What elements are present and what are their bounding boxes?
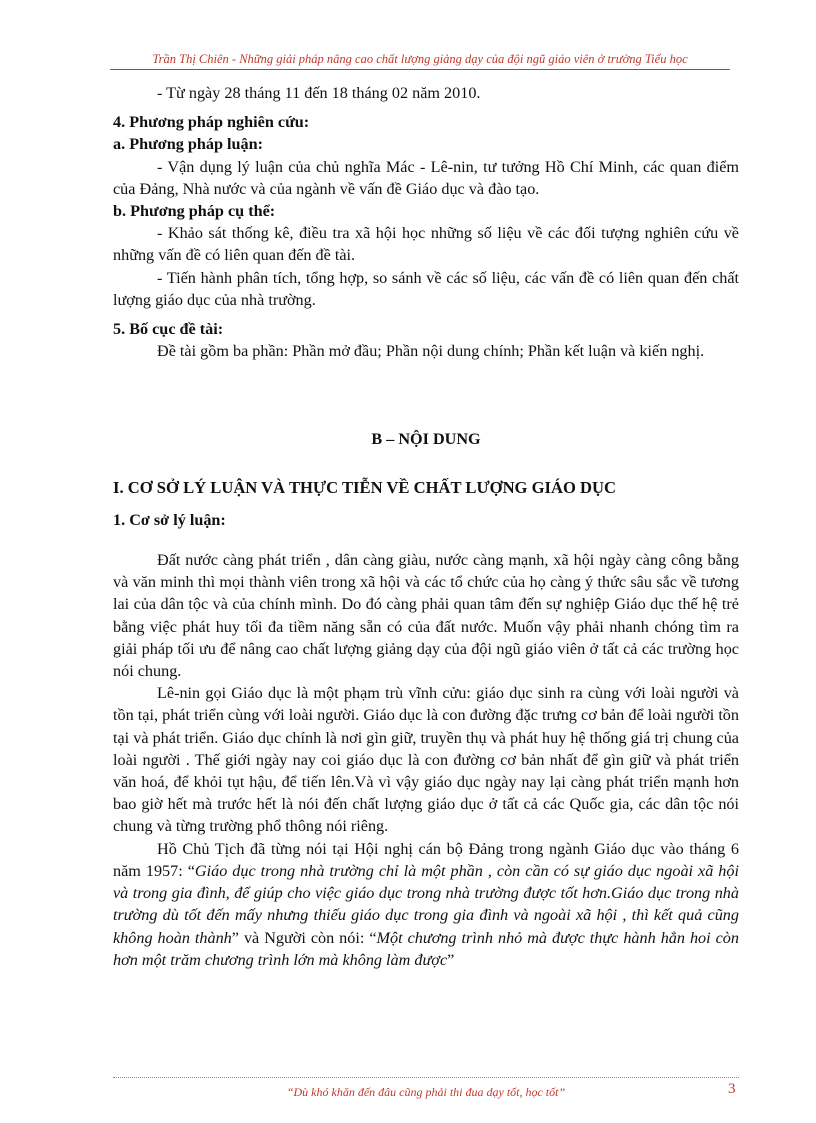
time-line: - Từ ngày 28 tháng 11 đến 18 tháng 02 năm 2010. [157, 84, 481, 102]
paragraph-3-mid: ” và Người còn nói: “ [231, 928, 377, 947]
paragraph-3-end: ” [447, 950, 455, 969]
part-b-title: B – NỘI DUNG [371, 430, 481, 449]
section-4a-paragraph: - Vận dụng lý luận của chủ nghĩa Mác - Lê-nin, tư tưởng Hồ Chí Minh, các quan điểm của Đảng, Nhà nước và của ngành về vấn đề Giáo dục và đào tạo. [113, 157, 739, 198]
paragraph-1: Đất nước càng phát triển , dân càng giàu, nước càng mạnh, xã hội ngày càng công bằng và văn minh thì mọi thành viên trong xã hội và các tổ chức của họ càng ý thức sâu sắc về tương lai của dân tộc và của chính mình. Do đó càng phải quan tâm đến sự nghiệp Giáo dục thế hệ trẻ bằng việc phát huy tối đa tiềm năng sẵn có của đất nước. Muốn vậy phải nhanh chóng tìm ra giải pháp tối ưu để nâng cao chất lượng giảng dạy của đội ngũ giáo viên ở tất cả các trường học nói chung. [113, 551, 739, 681]
footer-motto: “Dù khó khăn đến đâu cũng phải thi đua dạy tốt, học tốt” [286, 1085, 566, 1099]
running-header: Trần Thị Chiên - Những giải pháp nâng cao chất lượng giảng dạy của đội ngũ giáo viên ở trường Tiểu học [152, 52, 688, 66]
section-5-heading: 5. Bố cục đề tài: [113, 320, 224, 339]
section-5-paragraph: Đề tài gồm ba phần: Phần mở đầu; Phần nội dung chính; Phần kết luận và kiến nghị. [157, 342, 705, 361]
quote-1: Giáo dục trong nhà trường chỉ là một phần , còn cần có sự giáo dục ngoài xã hội và trong gia đình, để giúp cho việc giáo dục trong nhà trường được tốt hơn.Giáo dục trong nhà trường dù tốt đến mấy nhưng thiếu giáo dục trong gia đình và ngoài xã hội , thì kết quả cũng không hoàn thành [113, 861, 739, 947]
section-i-title: I. CƠ SỞ LÝ LUẬN VÀ THỰC TIỄN VỀ CHẤT LƯỢNG GIÁO DỤC [113, 477, 616, 497]
paragraph-3-intro: Hồ Chủ Tịch đã từng nói tại Hội nghị cán bộ Đảng trong ngành Giáo dục vào tháng 6 năm 1957: “ [113, 839, 739, 880]
page-number: 3 [728, 1081, 736, 1097]
paragraph-3 [113, 838, 739, 971]
subsection-1-title: 1. Cơ sở lý luận: [113, 510, 226, 529]
section-4b-heading: b. Phương pháp cụ thể: [113, 202, 276, 221]
section-4b-paragraph-2: - Tiến hành phân tích, tổng hợp, so sánh về các số liệu, các vấn đề có liên quan đến chất lượng giáo dục của nhà trường. [113, 268, 739, 309]
paragraph-2: Lê-nin gọi Giáo dục là một phạm trù vĩnh cửu: giáo dục sinh ra cùng với loài người và tồn tại, phát triển cùng với loài người. Giáo dục là con đường đặc trưng cơ bản để loài người tồn tại và phát triển. Giáo dục chính là nơi gìn giữ, truyền thụ và phát huy hệ thống giá trị chung của loài người . Thế giới ngày nay coi giáo dục là con đường cơ bản nhất để gìn giữ và phát triển văn hoá, để khỏi tụt hậu, để tiến lên.Và vì vậy giáo dục ngày nay lại càng phát triển mạnh hơn bao giờ hết mà trước hết là nói đến chất lượng giáo dục ở tất cả các Quốc gia, các dân tộc nói chung và từng trường phổ thông nói riêng. [113, 684, 739, 836]
section-4a-heading: a. Phương pháp luận: [113, 135, 264, 154]
header-rule [110, 69, 730, 70]
section-4-heading: 4. Phương pháp nghiên cứu: [113, 113, 310, 132]
footer-rule [113, 1077, 739, 1078]
section-4b-paragraph-1: - Khảo sát thống kê, điều tra xã hội học những số liệu về các đối tượng nghiên cứu về những vấn đề có liên quan đến đề tài. [113, 224, 739, 265]
page-content [113, 82, 739, 971]
quote-2: Một chương trình nhỏ mà được thực hành hẳn hoi còn hơn một trăm chương trình lớn mà không làm được [113, 928, 739, 969]
